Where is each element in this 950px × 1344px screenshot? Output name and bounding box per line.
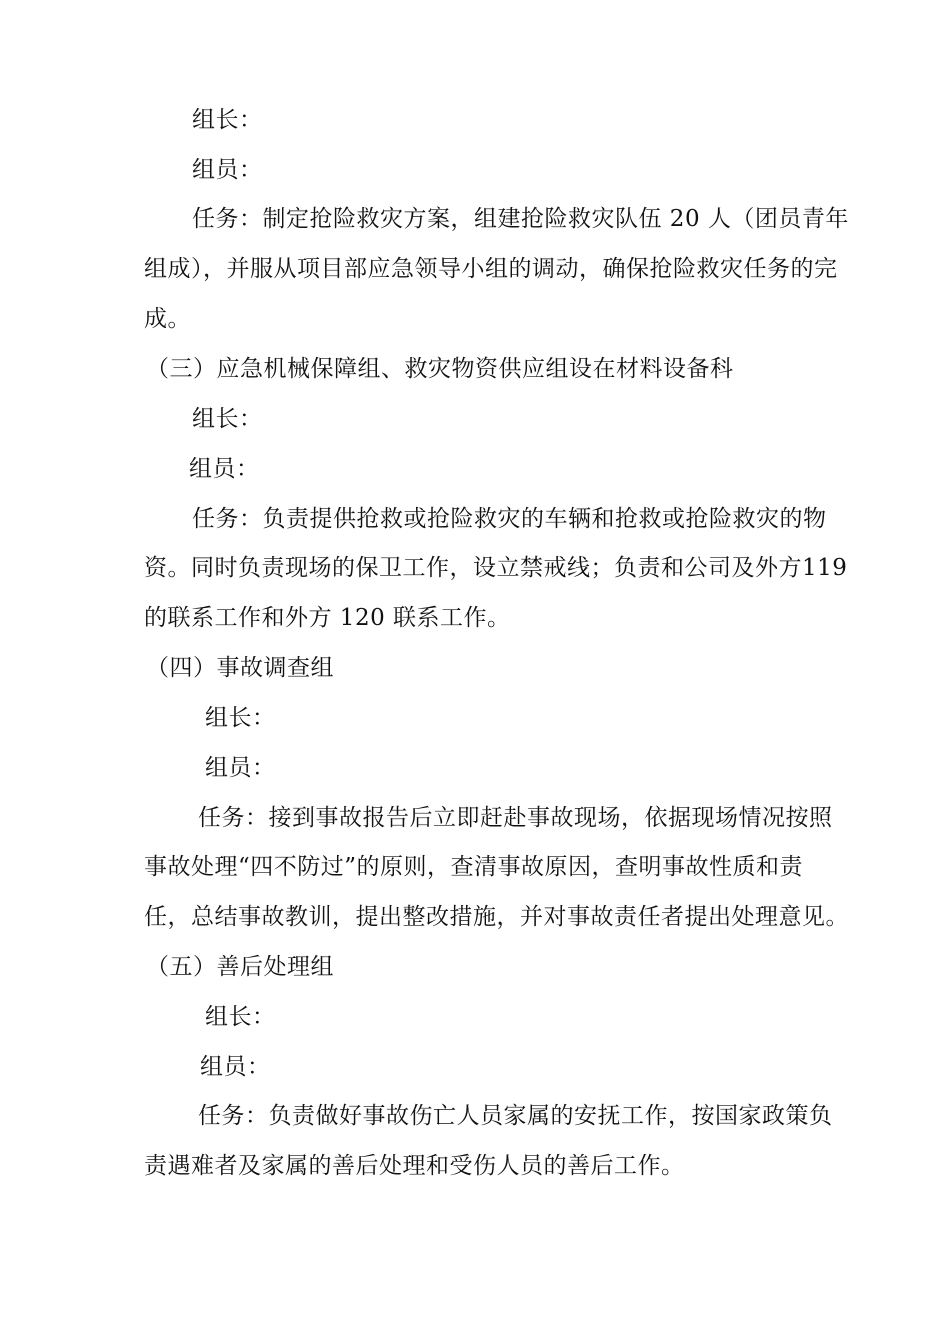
member-line-group-5: 组员： [200,1054,271,1080]
section-heading-5: （五）善后处理组 [146,954,334,980]
task-paragraph-group-3-line-3: 的联系工作和外方 120 联系工作。 [144,605,511,631]
task-paragraph-group-5-line-2: 责遇难者及家属的善后处理和受伤人员的善后工作。 [144,1153,685,1179]
task-paragraph-group-3-line-2: 资。同时负责现场的保卫工作，设立禁戒线；负责和公司及外方119 [144,555,848,581]
leader-line-group-5: 组长： [205,1004,276,1030]
section-heading-3: （三）应急机械保障组、救灾物资供应组设在材料设备科 [146,356,734,382]
member-line-group-4: 组员： [205,755,276,781]
task-paragraph-group-3-line-1: 任务：负责提供抢救或抢险救灾的车辆和抢救或抢险救灾的物 [192,506,827,532]
member-line-group-2: 组员： [192,157,263,183]
task-paragraph-group-2-line-1: 任务：制定抢险救灾方案，组建抢险救灾队伍 20 人（团员青年 [192,206,849,232]
task-paragraph-group-5-line-1: 任务：负责做好事故伤亡人员家属的安抚工作，按国家政策负 [198,1103,833,1129]
task-paragraph-group-2-line-2: 组成），并服从项目部应急领导小组的调动，确保抢险救灾任务的完 [144,256,838,282]
task-paragraph-group-4-line-3: 任，总结事故教训，提出整改措施，并对事故责任者提出处理意见。 [144,904,849,930]
task-paragraph-group-4-line-2: 事故处理“四不防过”的原则，查清事故原因，查明事故性质和责 [144,854,804,880]
task-paragraph-group-4-line-1: 任务：接到事故报告后立即赶赴事故现场，依据现场情况按照 [198,805,833,831]
leader-line-group-3: 组长： [192,406,263,432]
member-line-group-3: 组员： [189,456,260,482]
leader-line-group-2: 组长： [192,107,263,133]
leader-line-group-4: 组长： [205,705,276,731]
task-paragraph-group-2-line-3: 成。 [144,306,191,332]
section-heading-4: （四）事故调查组 [146,655,334,681]
